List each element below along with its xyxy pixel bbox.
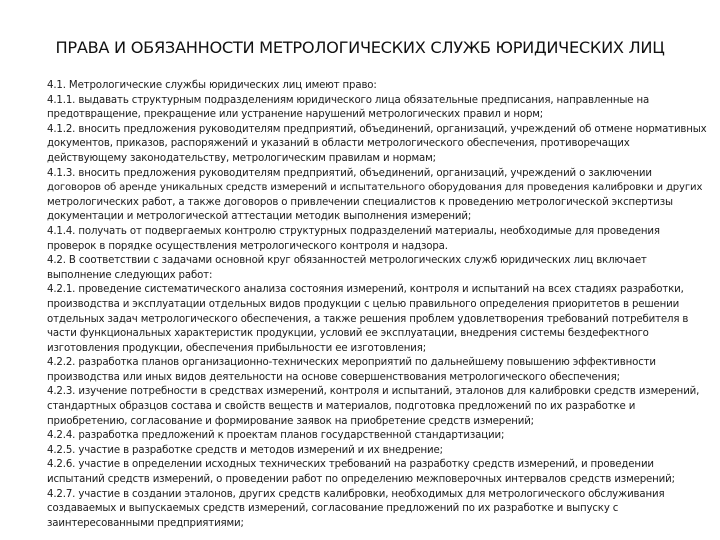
text-line: действующему законодательству, метрологическим правилам и нормам;: [47, 152, 436, 164]
text-line: документации и метрологической аттестации методик выполнения измерений;: [47, 211, 472, 223]
text-line: документов, приказов, распоряжений и указаний в области метрологического обеспечения, противоречащих: [47, 138, 630, 150]
text-line: производства и эксплуатации отдельных видов продукции с целью правильного определения приоритетов в решении: [47, 298, 680, 310]
text-line: 4.1.2. вносить предложения руководителям предприятий, объединений, организаций, учреждений об отмене нормативных: [47, 123, 707, 135]
text-line: предотвращение, прекращение или устранение нарушений метрологических правил и норм;: [47, 109, 544, 121]
text-line: 4.2.4. разработка предложений к проектам планов государственной стандартизации;: [47, 430, 505, 442]
text-line: проверок в порядке осуществления метрологического контроля и надзора.: [47, 240, 448, 252]
text-line: 4.2.7. участие в создании эталонов, других средств калибровки, необходимых для метрологического обслуживания: [47, 488, 665, 500]
text-line: отдельных задач метрологического обеспечения, а также решения проблем удовлетворения требований потребителя в: [47, 313, 689, 325]
text-line: 4.1. Метрологические службы юридических лиц имеют право:: [47, 80, 377, 91]
text-line: изготовления продукции, обеспечения прибыльности ее изготовления;: [47, 342, 427, 354]
text-line: создаваемых и выпускаемых средств измерений, согласование предложений по их разработке и выпуску с: [47, 503, 619, 515]
text-line: части функциональных характеристик продукции, условий ее эксплуатации, внедрения системы бездефектного: [47, 328, 649, 340]
text-line: 4.2.1. проведение систематического анализа состояния измерений, контроля и испытаний на всех стадиях разработки,: [47, 284, 684, 296]
text-line: 4.2. В соответствии с задачами основной круг обязанностей метрологических служб юридических лиц включает: [47, 255, 647, 267]
text-line: 4.2.2. разработка планов организационно-технических мероприятий по дальнейшему повышению эффективности: [47, 357, 656, 369]
text-line: производства или иных видов деятельности на основе совершенствования метрологического обеспечения;: [47, 371, 620, 383]
text-line: 4.2.5. участие в разработке средств и методов измерений и их внедрение;: [47, 444, 443, 456]
text-line: договоров об аренде уникальных средств измерений и испытательного оборудования для проведения калибровки и других: [47, 182, 703, 194]
text-line: 4.2.3. изучение потребности в средствах измерений, контроля и испытаний, эталонов для калибровки средств измерений,: [47, 386, 700, 398]
document-body: [47, 79, 707, 531]
page-title: ПРАВА И ОБЯЗАННОСТИ МЕТРОЛОГИЧЕСКИХ СЛУЖБ ЮРИДИЧЕСКИХ ЛИЦ: [55, 38, 665, 57]
text-line: заинтересованными предприятиями;: [47, 517, 244, 529]
text-line: 4.2.6. участие в определении исходных технических требований на разработку средств измерений, и проведении: [47, 459, 654, 471]
text-line: 4.1.3. вносить предложения руководителям предприятий, объединений, организаций, учреждений о заключении: [47, 167, 652, 179]
text-line: метрологических работ, а также договоров о привлечении специалистов к проведению метрологической экспертизы: [47, 196, 673, 208]
text-line: 4.1.4. получать от подвергаемых контролю структурных подразделений материалы, необходимые для проведения: [47, 225, 660, 237]
text-line: испытаний средств измерений, о проведении работ по определению межповерочных интервалов средств измерений;: [47, 474, 675, 486]
text-line: стандартных образцов состава и свойств веществ и материалов, подготовка предложений по их разработке и: [47, 401, 636, 413]
text-line: приобретению, согласование и формирование заявок на приобретение средств измерений;: [47, 415, 534, 427]
text-line: 4.1.1. выдавать структурным подразделениям юридического лица обязательные предписания, направленные на: [47, 94, 650, 106]
text-line: выполнение следующих работ:: [47, 269, 213, 281]
